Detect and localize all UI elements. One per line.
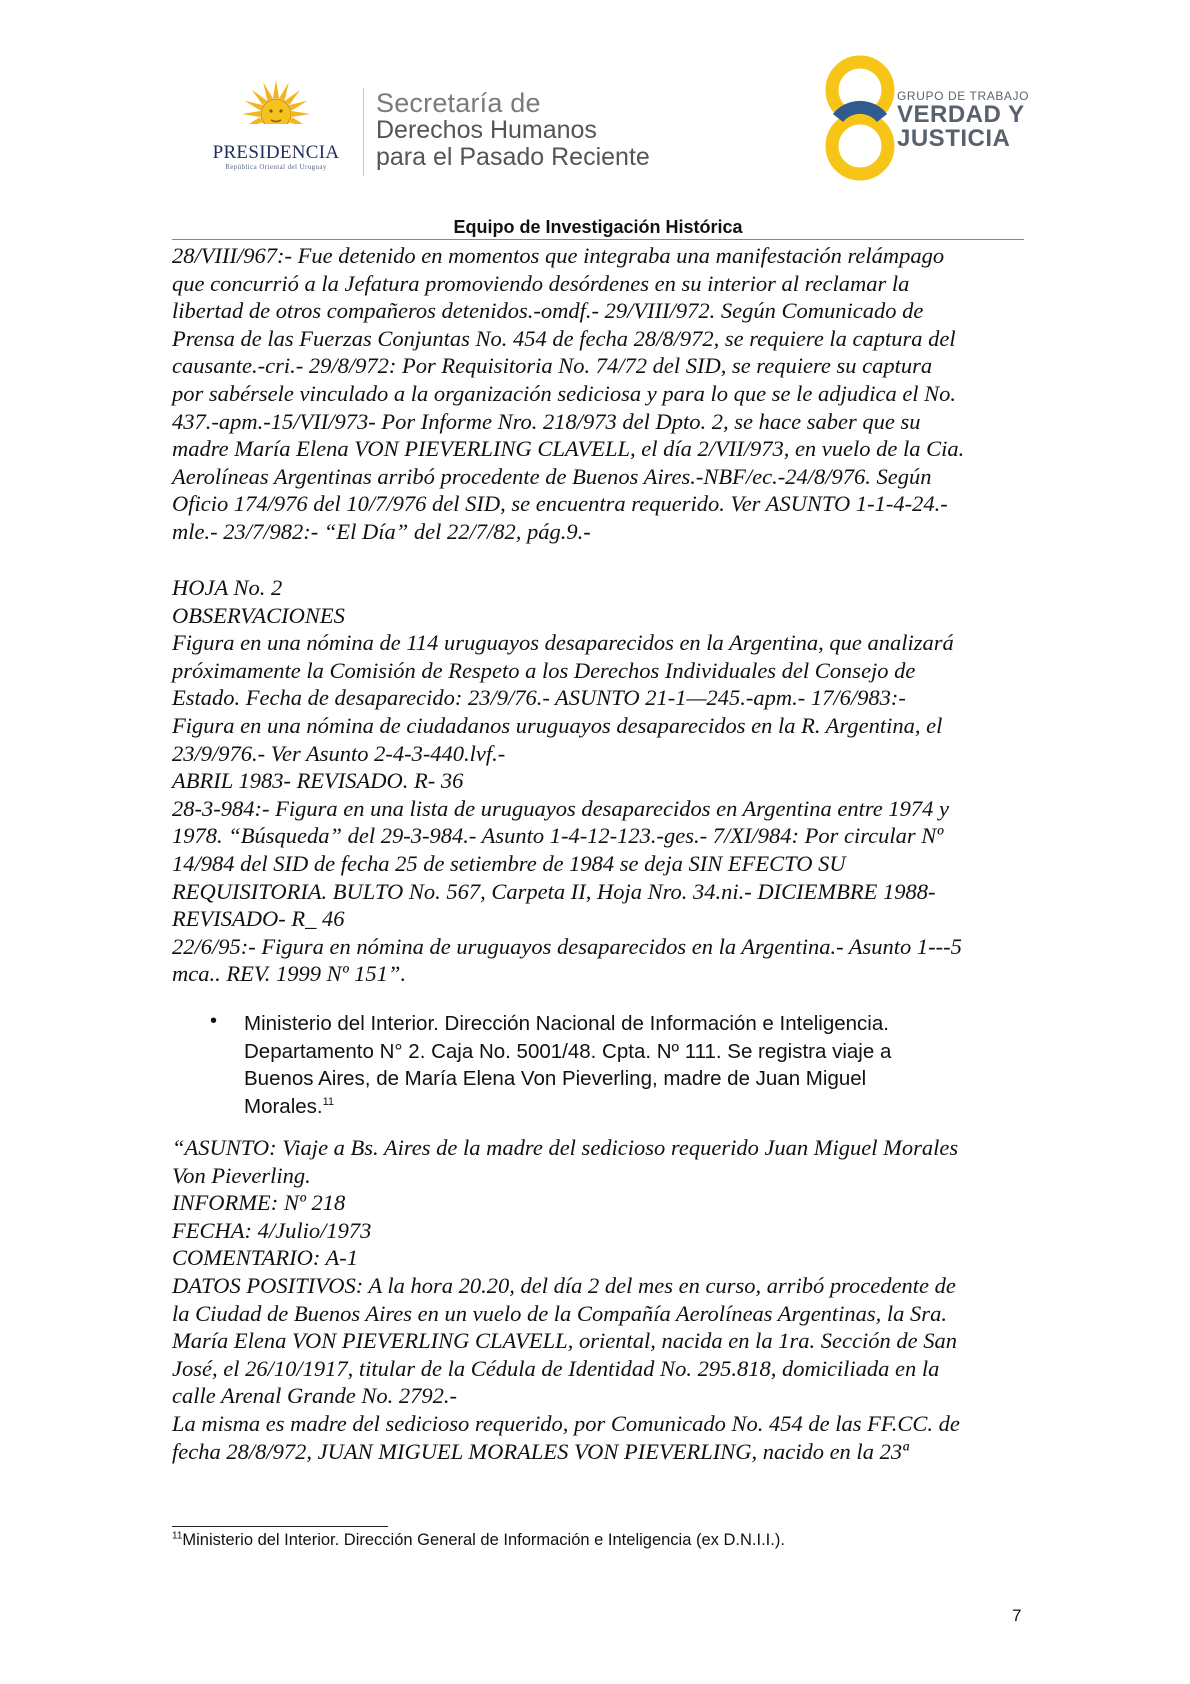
text-line: la Ciudad de Buenos Aires en un vuelo de la Compañía Aerolíneas Argentinas, la Sra. [172, 1300, 947, 1326]
text-line: 437.-apm.-15/VII/973- Por Informe Nro. 218/973 del Dpto. 2, se hace saber que su [172, 408, 921, 434]
text-line: por sabérsele vinculado a la organización sediciosa y para lo que se le adjudica el No. [172, 380, 957, 406]
secretaria-wordmark [376, 90, 650, 171]
text-line: Departamento N° 2. Caja No. 5001/48. Cpta. Nº 111. Se registra viaje a [244, 1039, 892, 1063]
text-line: José, el 26/10/1917, titular de la Cédula de Identidad No. 295.818, domiciliada en la [172, 1355, 940, 1381]
footnote [172, 1531, 785, 1550]
text-line: COMENTARIO: A-1 [172, 1245, 359, 1271]
text-line: FECHA: 4/Julio/1973 [172, 1217, 372, 1243]
text-line: 28/VIII/967:- Fue detenido en momentos que integraba una manifestación relámpago [172, 243, 945, 268]
text-line: Morales. [244, 1094, 323, 1118]
text-line: ABRIL 1983- REVISADO. R- 36 [172, 768, 464, 794]
footnote-separator [172, 1526, 388, 1527]
paragraph-asunto-informe [172, 1134, 1024, 1465]
bullet-marker: • [210, 1010, 218, 1032]
text-line-last [244, 1093, 1024, 1121]
footnote-text: Ministerio del Interior. Dirección General de Información e Inteligencia (ex D.N.I.I.). [182, 1531, 785, 1549]
grupo-line-1: GRUPO DE TRABAJO [897, 89, 1030, 103]
bullet-text [244, 1010, 1024, 1120]
verdad-justicia-rings-logo [820, 54, 900, 182]
text-line: mle.- 23/7/982:- “El Día” del 22/7/82, pág.9.- [172, 518, 591, 544]
text-line: Figura en una nómina de 114 uruguayos desaparecidos en la Argentina, que analizará [172, 630, 954, 656]
presidencia-wordmark: PRESIDENCIA [212, 142, 340, 163]
text-line: REQUISITORIA. BULTO No. 567, Carpeta II, Hoja Nro. 34.ni.- DICIEMBRE 1988- [172, 878, 936, 904]
text-line: INFORME: Nº 218 [172, 1190, 346, 1216]
text-line: “ASUNTO: Viaje a Bs. Aires de la madre del sedicioso requerido Juan Miguel Morales [172, 1135, 959, 1160]
text-line: Aerolíneas Argentinas arribó procedente de Buenos Aires.-NBF/ec.-24/8/976. Según [172, 463, 932, 489]
footnote-number: 11 [172, 1530, 183, 1542]
text-line: DATOS POSITIVOS: A la hora 20.20, del día 2 del mes en curso, arribó procedente de [172, 1272, 956, 1298]
text-line: OBSERVACIONES [172, 602, 345, 628]
text-line: Buenos Aires, de María Elena Von Pieverling, madre de Juan Miguel [244, 1067, 867, 1091]
text-line: que concurrió a la Jefatura promoviendo desórdenes en su interior al reclamar la [172, 270, 910, 296]
presidencia-subtitle: República Oriental del Uruguay [225, 163, 327, 171]
grupo-line-2: VERDAD Y [897, 101, 1025, 128]
text-line: HOJA No. 2 [172, 575, 283, 600]
secretaria-line-3: para el Pasado Reciente [376, 143, 650, 171]
paragraph-record-history [172, 242, 1024, 546]
logo-divider [363, 88, 364, 176]
text-line: Von Pieverling. [172, 1162, 311, 1188]
text-line: 14/984 del SID de fecha 25 de setiembre de 1984 se deja SIN EFECTO SU [172, 850, 846, 876]
text-line: La misma es madre del sedicioso requerido, por Comunicado No. 454 de las FF.CC. de [172, 1410, 960, 1436]
text-line: mca.. REV. 1999 Nº 151”. [172, 961, 407, 987]
text-line: Prensa de las Fuerzas Conjuntas No. 454 de fecha 28/8/972, se requiere la captura del [172, 325, 956, 351]
text-line: Oficio 174/976 del 10/7/976 del SID, se encuentra requerido. Ver ASUNTO 1-1-4-24.- [172, 491, 948, 517]
text-line: calle Arenal Grande No. 2792.- [172, 1383, 457, 1409]
footnote-reference[interactable]: 11 [322, 1095, 335, 1108]
page-number: 7 [1012, 1606, 1022, 1625]
text-line: 22/6/95:- Figura en nómina de uruguayos desaparecidos en la Argentina.- Asunto 1---5 [172, 933, 962, 959]
header-rule [172, 239, 1024, 240]
text-line: Estado. Fecha de desaparecido: 23/9/76.- ASUNTO 21-1—245.-apm.- 17/6/983:- [172, 685, 906, 711]
text-line: REVISADO- R_ 46 [172, 906, 345, 932]
text-line: Figura en una nómina de ciudadanos uruguayos desaparecidos en la R. Argentina, el [172, 712, 943, 738]
paragraph-observaciones [172, 574, 1024, 988]
text-line: libertad de otros compañeros detenidos.-omdf.- 29/VIII/972. Según Comunicado de [172, 298, 924, 324]
text-line: 28-3-984:- Figura en una lista de uruguayos desaparecidos en Argentina entre 1974 y [172, 795, 949, 821]
text-line: María Elena VON PIEVERLING CLAVELL, oriental, nacida en la 1ra. Sección de San [172, 1328, 957, 1354]
header-title: Equipo de Investigación Histórica [453, 217, 743, 237]
text-line: causante.-cri.- 29/8/972: Por Requisitoria No. 74/72 del SID, se requiere su captura [172, 353, 933, 379]
secretaria-line-1: Secretaría de [376, 88, 541, 118]
verdad-justicia-wordmark [897, 89, 1029, 151]
secretaria-line-2: Derechos Humanos [376, 116, 597, 144]
text-line: Ministerio del Interior. Dirección Nacional de Información e Inteligencia. [244, 1012, 889, 1035]
grupo-line-3: JUSTICIA [897, 125, 1011, 152]
text-line: próximamente la Comisión de Respeto a los Derechos Individuales del Consejo de [172, 657, 916, 683]
text-line: 23/9/976.- Ver Asunto 2-4-3-440.lvf.- [172, 740, 506, 766]
text-line: fecha 28/8/972, JUAN MIGUEL MORALES VON PIEVERLING, nacido en la 23ª [172, 1438, 909, 1464]
text-line: madre María Elena VON PIEVERLING CLAVELL, el día 2/VII/973, en vuelo de la Cia. [172, 436, 965, 462]
text-line: 1978. “Búsqueda” del 29-3-984.- Asunto 1-4-12-123.-ges.- 7/XI/984: Por circular Nº [172, 823, 944, 849]
